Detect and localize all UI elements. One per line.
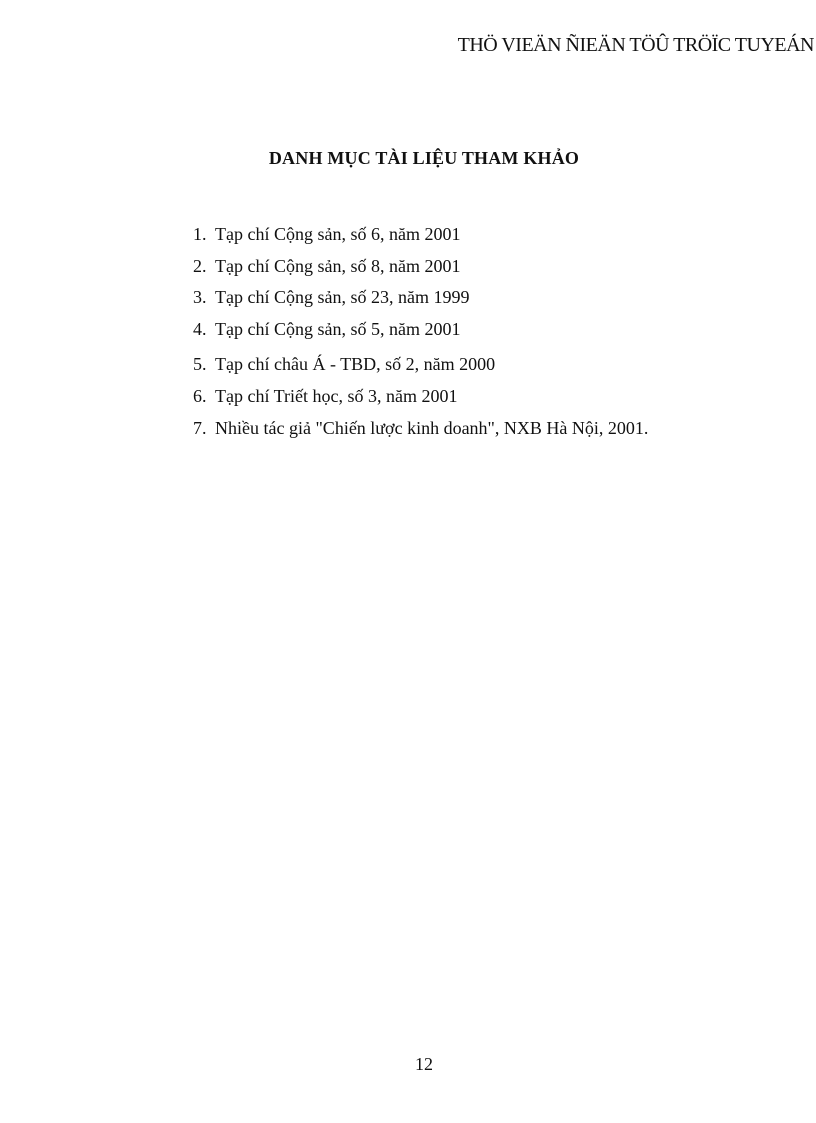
reference-text: Tạp chí Cộng sản, số 5, năm 2001 (215, 318, 461, 339)
reference-item (193, 416, 648, 448)
reference-text: Tạp chí Cộng sản, số 6, năm 2001 (215, 224, 461, 244)
reference-number: 5. (193, 354, 207, 375)
document-title: DANH MỤC TÀI LIỆU THAM KHẢO (268, 148, 580, 168)
reference-item (193, 352, 648, 384)
reference-item (193, 254, 648, 286)
reference-text: Tạp chí Triết học, số 3, năm 2001 (215, 385, 458, 406)
reference-text: Tạp chí Cộng sản, số 8, năm 2001 (215, 255, 461, 276)
reference-number: 3. (193, 287, 207, 308)
reference-item (193, 317, 648, 349)
reference-text: Tạp chí châu Á - TBD, số 2, năm 2000 (215, 354, 496, 375)
reference-item (193, 285, 648, 317)
reference-list (193, 222, 648, 447)
reference-number: 2. (193, 255, 207, 276)
reference-number: 4. (193, 318, 207, 339)
reference-text: Tạp chí Cộng sản, số 23, năm 1999 (215, 287, 470, 308)
reference-item (193, 384, 648, 416)
reference-number: 7. (193, 417, 207, 438)
page-header-text: THÖ VIEÄN ÑIEÄN TÖÛ TRÖÏC TUYEÁN (457, 34, 814, 56)
reference-number: 6. (193, 385, 207, 406)
reference-text: Nhiều tác giả "Chiến lược kinh doanh", NXB Hà Nội, 2001. (215, 417, 649, 438)
reference-item (193, 222, 648, 254)
page-number: 12 (415, 1054, 433, 1074)
reference-number: 1. (193, 224, 207, 244)
